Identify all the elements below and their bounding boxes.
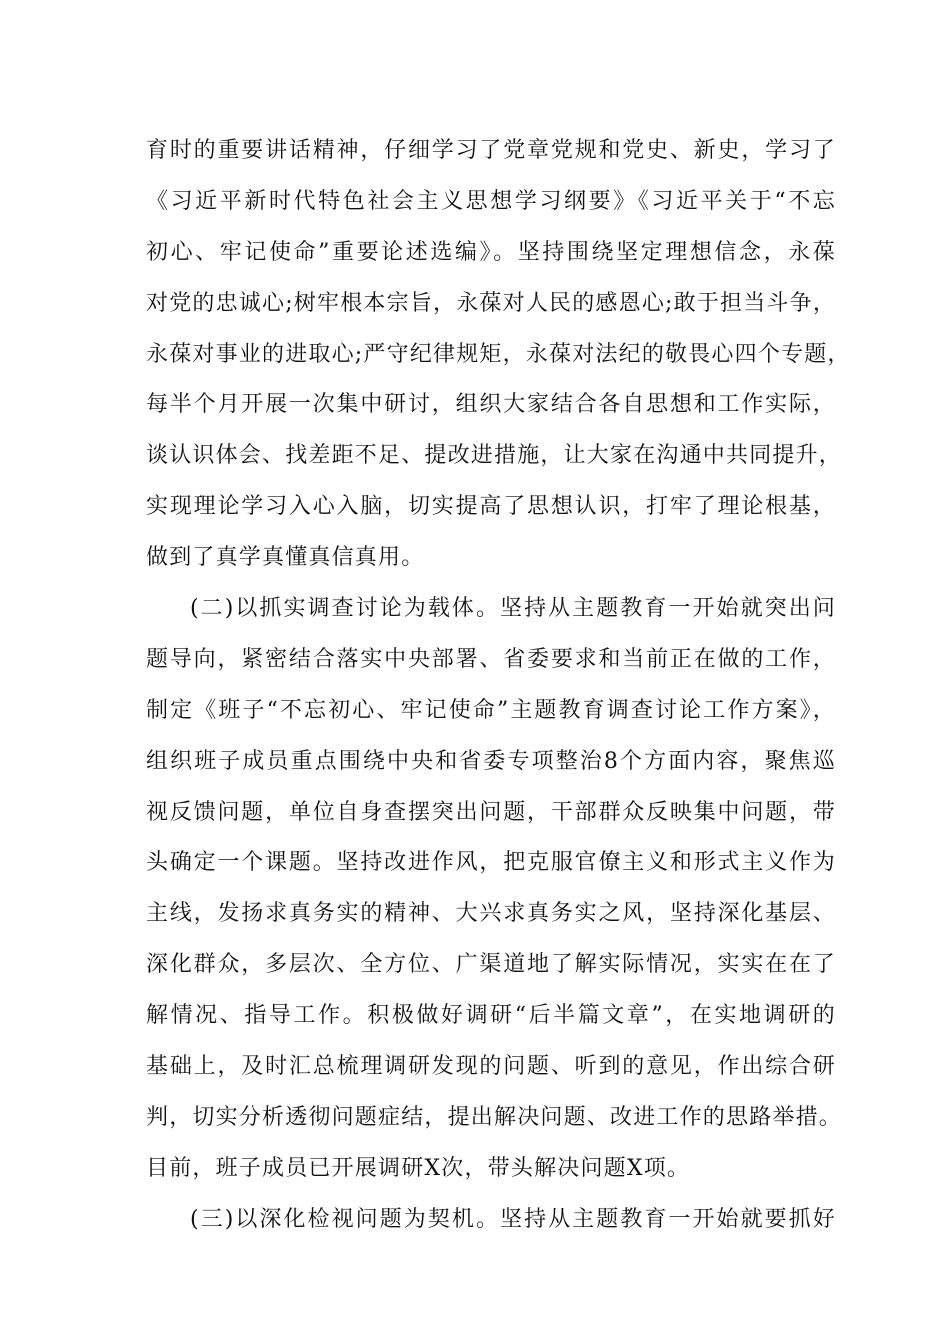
text-line: 主线，发扬求真务实的精神、大兴求真务实之风，坚持深化基层、	[146, 901, 836, 927]
text-line: 解情况、指导工作。积极做好调研“后半篇文章”，在实地调研的	[146, 1003, 836, 1029]
text-line: 实现理论学习入心入脑，切实提高了思想认识，打牢了理论根基，	[146, 494, 836, 520]
text-line: 《习近平新时代特色社会主义思想学习纲要》《习近平关于“不忘	[146, 188, 836, 214]
paragraph-heading-2: (二)以抓实调查讨论为载体。坚持从主题教育一开始就突出问	[190, 596, 836, 622]
text-line: 永葆对事业的进取心;严守纪律规矩，永葆对法纪的敬畏心四个专题，	[146, 341, 851, 367]
text-line: 组织班子成员重点围绕中央和省委专项整治8个方面内容，聚焦巡	[146, 748, 836, 774]
text-line: 视反馈问题，单位自身查摆突出问题，干部群众反映集中问题，带	[146, 799, 836, 825]
text-line: 做到了真学真懂真信真用。	[146, 545, 425, 571]
text-line: 对党的忠诚心;树牢根本宗旨，永葆对人民的感恩心;敢于担当斗争，	[146, 290, 837, 316]
text-line: 基础上，及时汇总梳理调研发现的问题、听到的意见，作出综合研	[146, 1054, 836, 1080]
text-line: 育时的重要讲话精神，仔细学习了党章党规和党史、新史，学习了	[146, 138, 836, 163]
text-line: 目前，班子成员已开展调研X次，带头解决问题X项。	[146, 1155, 691, 1181]
paragraph-heading-3: (三)以深化检视问题为契机。坚持从主题教育一开始就要抓好	[190, 1206, 836, 1232]
text-line: 判，切实分析透彻问题症结，提出解决问题、改进工作的思路举措。	[146, 1104, 843, 1130]
text-line: 头确定一个课题。坚持改进作风，把克服官僚主义和形式主义作为	[146, 850, 836, 876]
text-line: 谈认识体会、找差距不足、提改进措施，让大家在沟通中共同提升，	[146, 443, 843, 469]
body-text	[146, 126, 851, 1246]
text-line: 初心、牢记使命”重要论述选编》。坚持围绕坚定理想信念，永葆	[146, 239, 836, 265]
text-line: 每半个月开展一次集中研讨，组织大家结合各自思想和工作实际，	[146, 392, 836, 418]
text-line: 深化群众，多层次、全方位、广渠道地了解实际情况，实实在在了	[146, 952, 836, 978]
text-line: 制定《班子“不忘初心、牢记使命”主题教育调查讨论工作方案》，	[146, 697, 836, 723]
text-line: 题导向，紧密结合落实中央部署、省委要求和当前正在做的工作，	[146, 646, 836, 672]
